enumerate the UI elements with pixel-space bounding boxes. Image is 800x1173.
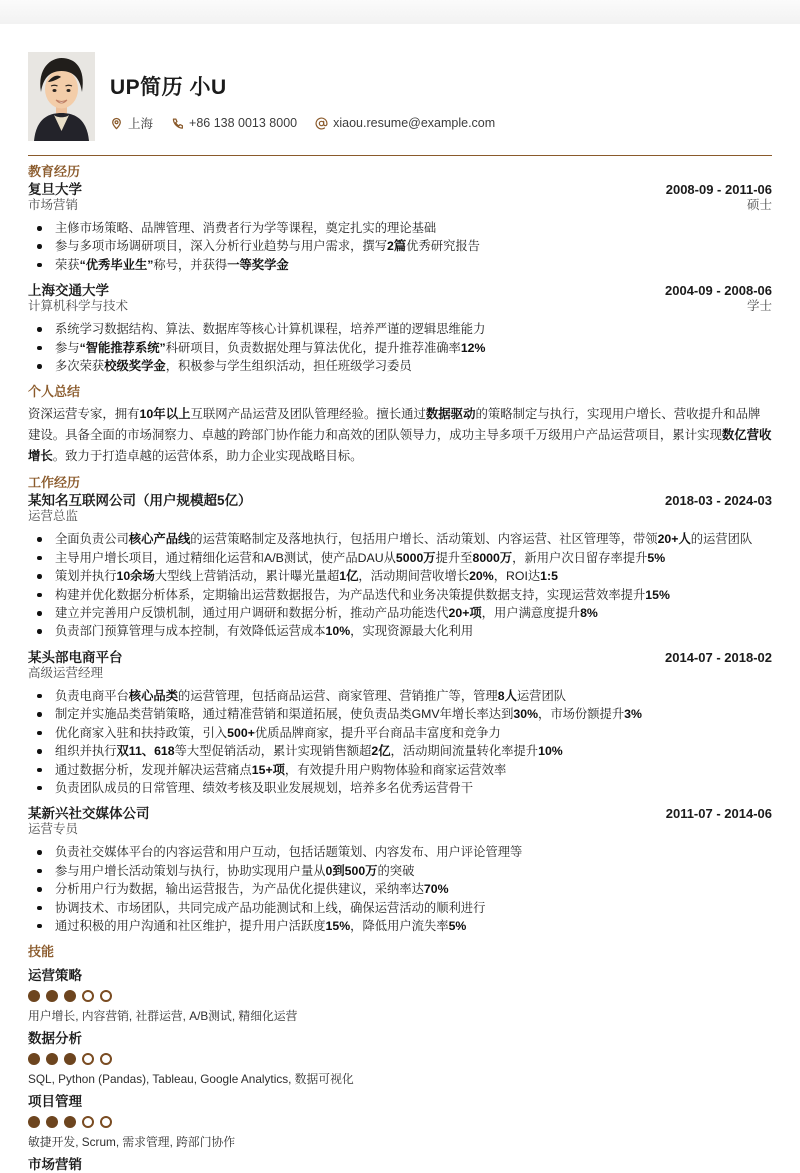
text-segment: 的策略制定与执行，实现用户增长、营收提升和品牌建设。具备全面的市场洞察力、卓越的跨部门协作能力和高效的团队领导力，成功主导多项千万级用户产品运营项目，累计实现 xyxy=(28,407,761,443)
skill-dot-empty xyxy=(100,1053,112,1065)
skill-dot-empty xyxy=(82,1116,94,1128)
text-segment: 参与 xyxy=(55,340,80,355)
entry-title-row xyxy=(28,493,772,509)
bullet-marker xyxy=(37,263,42,268)
text-segment: 称号，并获得 xyxy=(153,257,228,272)
entry-sub-row xyxy=(28,822,772,837)
text-segment: ，用户满意度提升 xyxy=(481,606,581,621)
bullet-item xyxy=(28,219,772,237)
bullet-marker xyxy=(37,593,42,598)
text-segment: 30% xyxy=(513,707,539,722)
header-text-block xyxy=(110,52,495,141)
entry-date: 2014-07 - 2018-02 xyxy=(665,649,772,665)
text-segment: ，降低用户流失率 xyxy=(350,918,449,933)
location-pin-icon xyxy=(110,117,123,130)
bullet-marker xyxy=(37,629,42,634)
text-segment: 8人 xyxy=(497,688,517,703)
entry-date: 2004-09 - 2008-06 xyxy=(665,283,772,299)
text-segment: 参与多项市场调研项目，深入分析行业趋势与用户需求，撰写 xyxy=(55,239,388,254)
bullet-marker xyxy=(37,244,42,249)
text-segment: 1亿 xyxy=(339,569,359,584)
skill-dot-filled xyxy=(64,1053,76,1065)
contact-phone xyxy=(171,116,297,130)
bullet-list xyxy=(28,843,772,935)
bullet-marker xyxy=(37,537,42,542)
bullet-item xyxy=(28,256,772,274)
bullet-marker xyxy=(37,887,42,892)
bullet-marker xyxy=(37,346,42,351)
text-segment: 双11、618 xyxy=(116,744,175,759)
role-name: 运营总监 xyxy=(28,509,79,524)
bullet-item xyxy=(28,567,772,585)
entry-title-row xyxy=(28,650,772,666)
bullet-item xyxy=(28,742,772,760)
text-segment: ，有效提升用户购物体验和商家运营效率 xyxy=(284,762,507,777)
skill-name: 市场营销 xyxy=(28,1157,82,1173)
text-segment: 10% xyxy=(538,744,563,759)
text-segment: 大型线上营销活动，累计曝光量超 xyxy=(154,569,340,584)
skill-dot-empty xyxy=(82,1053,94,1065)
text-segment: 数据驱动 xyxy=(425,407,476,422)
text-segment: 1:5 xyxy=(540,569,558,584)
text-segment: 通过积极的用户沟通和社区维护，提升用户活跃度 xyxy=(55,918,326,933)
text-segment: 8000万 xyxy=(472,550,513,565)
text-segment: “优秀毕业生” xyxy=(79,257,154,272)
bullet-item xyxy=(28,320,772,338)
skill-item xyxy=(28,1094,772,1149)
text-segment: 20+项 xyxy=(448,606,482,621)
text-segment: 分析用户行为数据，输出运营报告，为产品优化提供建议，采纳率达 xyxy=(55,882,424,897)
bullet-marker xyxy=(37,694,42,699)
major-name: 市场营销 xyxy=(28,198,79,212)
bullet-item xyxy=(28,724,772,742)
text-segment: 20+人 xyxy=(657,532,691,547)
skill-dot-filled xyxy=(64,990,76,1002)
profile-photo-illustration xyxy=(28,52,95,141)
work-entry xyxy=(28,650,772,797)
entry-date: 2011-07 - 2014-06 xyxy=(665,806,772,822)
text-segment: 多次荣获 xyxy=(55,359,105,374)
text-segment: 资深运营专家，拥有 xyxy=(28,407,140,422)
text-segment: ，实现资源最大化利用 xyxy=(350,624,474,639)
section-title-skills: 技能 xyxy=(28,944,55,960)
bullet-list xyxy=(28,530,772,640)
text-segment: 5000万 xyxy=(395,550,436,565)
text-segment: 互联网产品运营及团队管理经验。擅长通过 xyxy=(190,407,426,422)
bullet-marker xyxy=(37,327,42,332)
skill-name: 数据分析 xyxy=(28,1031,82,1047)
skill-detail: 敏捷开发, Scrum, 需求管理, 跨部门协作 xyxy=(28,1135,236,1150)
bullet-list xyxy=(28,219,772,274)
bullet-item xyxy=(28,357,772,375)
phone-icon xyxy=(171,117,184,130)
bullet-item xyxy=(28,843,772,861)
entry-date: 2008-09 - 2011-06 xyxy=(665,182,772,197)
text-segment: 3% xyxy=(624,707,642,722)
bullet-item xyxy=(28,622,772,640)
skill-item xyxy=(28,1031,772,1086)
text-segment: 负责社交媒体平台的内容运营和用户互动，包括话题策划、内容发布、用户评论管理等 xyxy=(55,845,523,860)
skill-level-dots xyxy=(28,1053,772,1065)
work-entry xyxy=(28,493,772,640)
text-segment: 制定并实施品类营销策略，通过精准营销和渠道拓展，使负责品类GMV年增长率达到 xyxy=(55,707,514,722)
text-segment: 主导用户增长项目，通过精细化运营和A/B测试，使产品DAU从 xyxy=(55,550,396,565)
bullet-marker xyxy=(37,850,42,855)
school-name: 复旦大学 xyxy=(28,182,82,197)
contact-row xyxy=(110,114,495,132)
bullet-item xyxy=(28,880,772,898)
text-segment: 等大型促销活动，累计实现销售额超 xyxy=(174,744,372,759)
bullet-marker xyxy=(37,768,42,773)
text-segment: ，市场份额提升 xyxy=(538,707,625,722)
work-entry xyxy=(28,806,772,935)
entry-sub-row xyxy=(28,299,772,314)
text-segment: 12% xyxy=(460,340,486,355)
school-name: 上海交通大学 xyxy=(28,283,109,299)
text-segment: 核心产品线 xyxy=(128,532,191,547)
bullet-item xyxy=(28,339,772,357)
text-segment: 运营团队 xyxy=(516,688,567,703)
contact-location xyxy=(110,114,153,132)
text-segment: 协调技术、市场团队，共同完成产品功能测试和上线，确保运营活动的顺利进行 xyxy=(55,900,486,915)
text-segment: 荣获 xyxy=(55,257,80,272)
section-skills xyxy=(28,944,772,1173)
text-segment: 2篇 xyxy=(387,239,407,254)
text-segment: 建立并完善用户反馈机制，通过用户调研和数据分析，推动产品功能迭代 xyxy=(55,606,449,621)
skill-level-dots xyxy=(28,1116,772,1128)
contact-email xyxy=(315,116,495,130)
contact-email-text: xiaou.resume@example.com xyxy=(333,116,496,130)
skill-item xyxy=(28,968,772,1023)
entry-title-row xyxy=(28,806,772,822)
role-name: 高级运营经理 xyxy=(28,665,104,680)
company-name: 某知名互联网公司（用户规模超5亿） xyxy=(28,493,252,509)
bullet-marker xyxy=(37,786,42,791)
skill-dot-filled xyxy=(28,1053,40,1065)
text-segment: 提升至 xyxy=(435,550,473,565)
degree-name: 学士 xyxy=(746,299,772,314)
text-segment: 参与用户增长活动策划与执行，协助实现用户量从 xyxy=(55,863,326,878)
bullet-item xyxy=(28,899,772,917)
contact-phone-text: +86 138 0013 8000 xyxy=(189,116,298,130)
text-segment: 一等奖学金 xyxy=(227,257,289,272)
entry-title-row xyxy=(28,283,772,299)
text-segment: 10年以上 xyxy=(139,407,191,422)
text-segment: 2亿 xyxy=(371,744,391,759)
text-segment: 组织并执行 xyxy=(55,744,117,759)
text-segment: 全面负责公司 xyxy=(55,532,129,547)
skill-dot-filled xyxy=(46,1053,58,1065)
skill-dot-empty xyxy=(100,1116,112,1128)
text-segment: 负责部门预算管理与成本控制，有效降低运营成本 xyxy=(55,624,326,639)
entry-date: 2018-03 - 2024-03 xyxy=(665,493,772,509)
at-icon xyxy=(315,117,328,130)
text-segment: 的运营团队 xyxy=(690,532,753,547)
bullet-item xyxy=(28,917,772,935)
bullet-item xyxy=(28,549,772,567)
text-segment: 20% xyxy=(469,569,494,584)
text-segment: 校级奖学金 xyxy=(104,359,166,374)
text-segment: 0到500万 xyxy=(325,863,378,878)
bullet-marker xyxy=(37,556,42,561)
bullet-item xyxy=(28,779,772,797)
skill-item xyxy=(28,1157,772,1173)
text-segment: 10% xyxy=(325,624,351,639)
text-segment: 5% xyxy=(448,918,467,933)
text-segment: 系统学习数据结构、算法、数据库等核心计算机课程，培养严谨的逻辑思维能力 xyxy=(55,322,486,337)
text-segment: “智能推荐系统” xyxy=(79,340,166,355)
skill-dot-filled xyxy=(46,1116,58,1128)
text-segment: 的运营策略制定及落地执行，包括用户增长、活动策划、内容运营、社区管理等，带领 xyxy=(190,532,658,547)
section-education xyxy=(28,164,772,375)
contact-location-text: 上海 xyxy=(128,117,154,131)
bullet-marker xyxy=(37,869,42,874)
text-segment: 8% xyxy=(580,606,598,621)
text-segment: 核心品类 xyxy=(128,688,178,703)
bullet-list xyxy=(28,320,772,375)
bullet-marker xyxy=(37,924,42,929)
bullet-item xyxy=(28,586,772,604)
text-segment: 通过数据分析，发现并解决运营痛点 xyxy=(55,762,252,777)
bullet-marker xyxy=(37,712,42,717)
text-segment: 5% xyxy=(647,550,666,565)
skill-detail: SQL, Python (Pandas), Tableau, Google Analytics, 数据可视化 xyxy=(28,1072,354,1087)
text-segment: ，ROI达 xyxy=(493,569,541,584)
section-title-work: 工作经历 xyxy=(28,475,81,491)
bullet-marker xyxy=(37,906,42,911)
education-entry xyxy=(28,283,772,375)
skill-level-dots xyxy=(28,990,772,1002)
section-title-education: 教育经历 xyxy=(28,164,81,179)
skill-dot-empty xyxy=(100,990,112,1002)
text-segment: 15% xyxy=(325,918,351,933)
skill-dot-filled xyxy=(28,1116,40,1128)
bullet-item xyxy=(28,687,772,705)
entry-sub-row xyxy=(28,198,772,213)
text-segment: ，积极参与学生组织活动，担任班级学习委员 xyxy=(165,359,412,374)
skill-dot-filled xyxy=(64,1116,76,1128)
bullet-marker xyxy=(37,574,42,579)
text-segment: 优秀研究报告 xyxy=(406,239,480,254)
text-segment: 构建并优化数据分析体系，定期输出运营数据报告，为产品迭代和业务决策提供数据支持，实现运营效率提升 xyxy=(55,587,646,602)
bullet-item xyxy=(28,604,772,622)
text-segment: 优质品牌商家，提升平台商品丰富度和竞争力 xyxy=(254,725,501,740)
degree-name: 硕士 xyxy=(746,198,772,212)
summary-text xyxy=(28,404,772,467)
bullet-item xyxy=(28,705,772,723)
text-segment: 的运营管理，包括商品运营、商家管理、营销推广等，管理 xyxy=(178,688,498,703)
bullet-list xyxy=(28,687,772,797)
entry-title-row xyxy=(28,182,772,198)
bullet-item xyxy=(28,761,772,779)
text-segment: 15+项 xyxy=(251,762,285,777)
entry-sub-row xyxy=(28,509,772,524)
text-segment: 500+ xyxy=(227,725,255,740)
role-name: 运营专员 xyxy=(28,822,79,837)
text-segment: 70% xyxy=(423,882,449,897)
bullet-item xyxy=(28,530,772,548)
section-title-summary: 个人总结 xyxy=(28,384,81,400)
company-name: 某头部电商平台 xyxy=(28,649,123,665)
text-segment: 10余场 xyxy=(116,569,155,584)
skill-dot-filled xyxy=(46,990,58,1002)
skill-detail: 用户增长, 内容营销, 社群运营, A/B测试, 精细化运营 xyxy=(28,1009,298,1024)
candidate-name: UP简历 小U xyxy=(110,76,227,99)
education-entry xyxy=(28,182,772,274)
page-top-strip xyxy=(0,0,800,24)
text-segment: 负责团队成员的日常管理、绩效考核及职业发展规划，培养多名优秀运营骨干 xyxy=(55,780,474,795)
text-segment: 的突破 xyxy=(377,863,415,878)
text-segment: 数亿营收增长 xyxy=(28,428,772,464)
section-work xyxy=(28,475,772,935)
bullet-marker xyxy=(37,364,42,369)
text-segment: 策划并执行 xyxy=(55,569,117,584)
text-segment: 15% xyxy=(645,587,670,602)
text-segment: 负责电商平台 xyxy=(55,688,129,703)
bullet-marker xyxy=(37,226,42,231)
header-divider xyxy=(28,155,772,156)
bullet-marker xyxy=(37,731,42,736)
text-segment: ，活动期间流量转化率提升 xyxy=(390,744,539,759)
skill-dot-empty xyxy=(82,990,94,1002)
entry-sub-row xyxy=(28,666,772,681)
section-summary xyxy=(28,384,772,467)
skill-name: 项目管理 xyxy=(28,1094,82,1110)
company-name: 某新兴社交媒体公司 xyxy=(28,806,150,822)
text-segment: ，新用户次日留存率提升 xyxy=(512,550,648,565)
text-segment: 。致力于打造卓越的运营体系，助力企业实现战略目标。 xyxy=(52,449,363,464)
profile-photo xyxy=(28,52,95,141)
major-name: 计算机科学与技术 xyxy=(28,299,129,314)
skill-dot-filled xyxy=(28,990,40,1002)
resume-content xyxy=(0,52,800,1173)
text-segment: 科研项目，负责数据处理与算法优化，提升推荐准确率 xyxy=(165,340,461,355)
bullet-item xyxy=(28,237,772,255)
bullet-marker xyxy=(37,611,42,616)
bullet-marker xyxy=(37,749,42,754)
skill-name: 运营策略 xyxy=(28,968,82,984)
bullet-item xyxy=(28,862,772,880)
text-segment: 优化商家入驻和扶持政策，引入 xyxy=(55,725,228,740)
text-segment: ，活动期间营收增长 xyxy=(358,569,470,584)
resume-header xyxy=(28,52,772,141)
text-segment: 主修市场策略、品牌管理、消费者行为学等课程，奠定扎实的理论基础 xyxy=(55,221,437,235)
